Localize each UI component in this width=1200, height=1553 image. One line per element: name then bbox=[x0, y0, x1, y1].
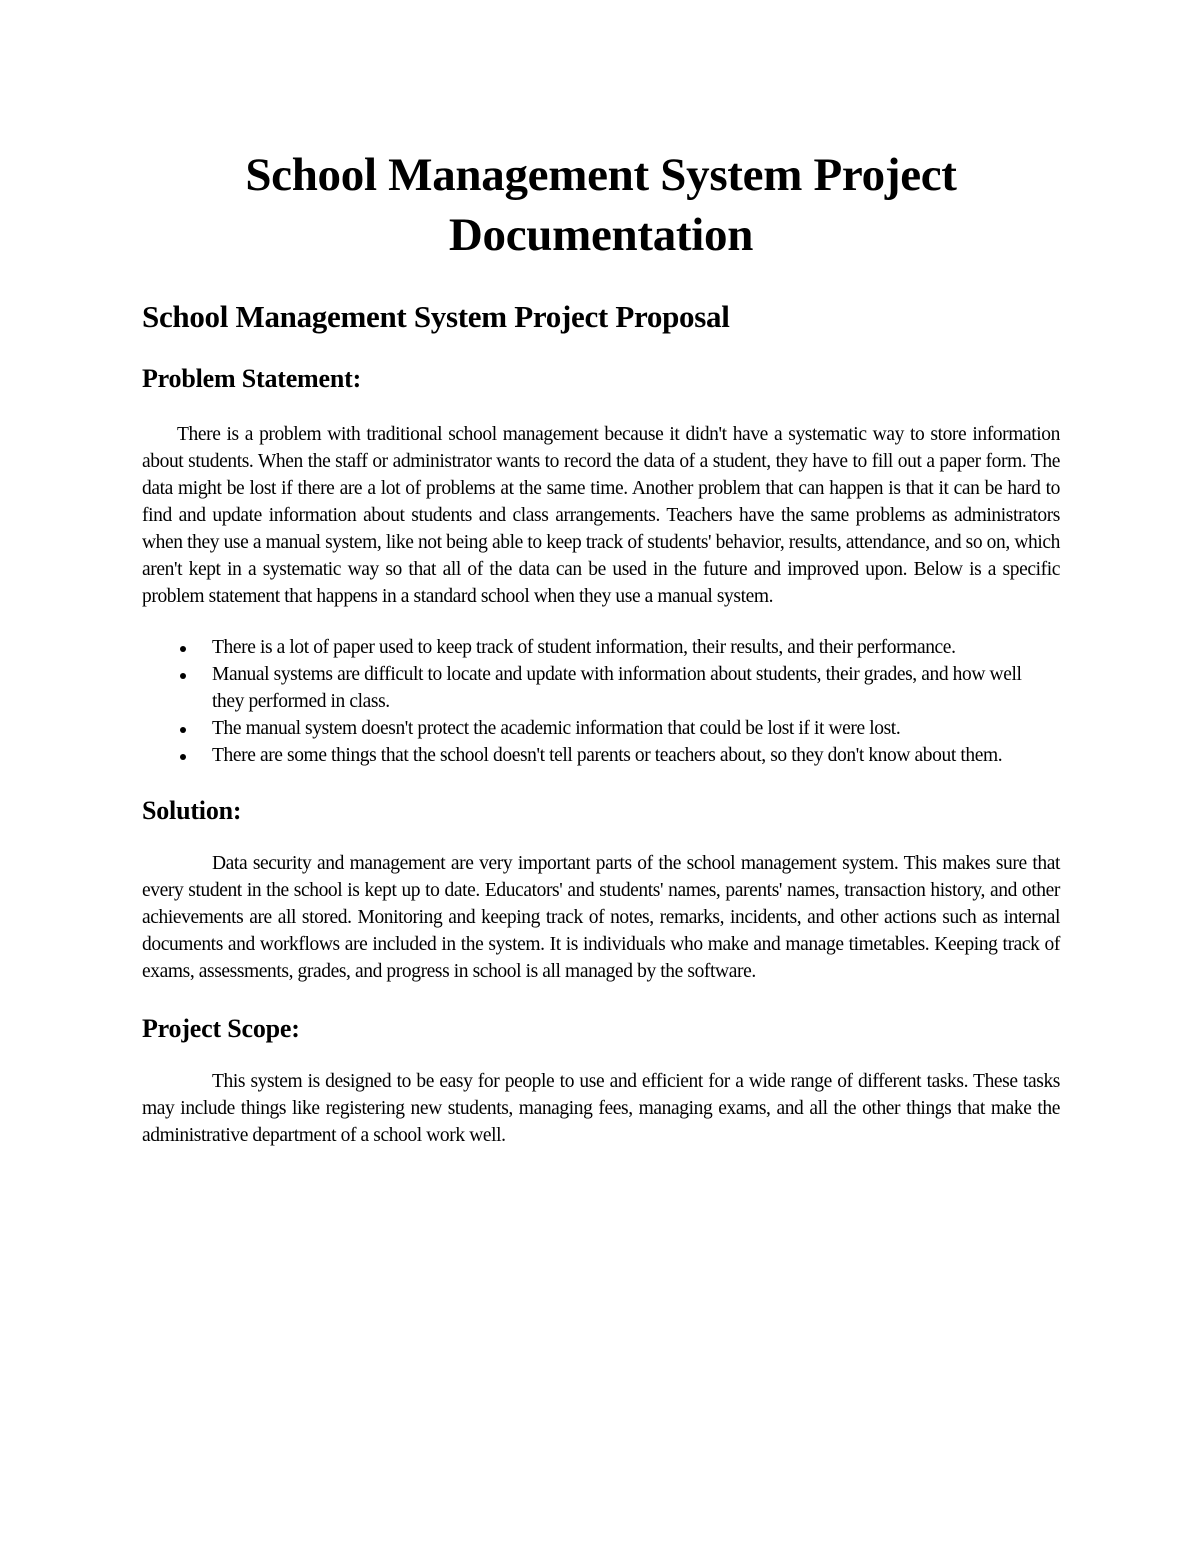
project-scope-heading: Project Scope: bbox=[142, 1014, 300, 1043]
list-item bbox=[142, 742, 1060, 769]
list-item bbox=[142, 715, 1060, 742]
bullet-icon bbox=[180, 646, 186, 652]
list-item-text: The manual system doesn't protect the academic information that could be lost if it were lost. bbox=[212, 718, 901, 739]
proposal-title: School Management System Project Proposal bbox=[142, 299, 730, 334]
list-item-text: There is a lot of paper used to keep track of student information, their results, and their performance. bbox=[212, 637, 956, 658]
bullet-icon bbox=[180, 673, 186, 679]
list-item-text: There are some things that the school doesn't tell parents or teachers about, so they don't know about them. bbox=[212, 745, 1003, 766]
problem-bullet-list bbox=[142, 634, 1060, 769]
document-title: School Management System Project Documentation bbox=[245, 149, 957, 261]
solution-paragraph: Data security and management are very important parts of the school management system. This makes sure that every student in the school is kept up to date. Educators' and students' names, parents' names, transaction history, and other achievements are all stored. Monitoring and keeping track of notes, remarks, incidents, and other actions such as internal documents and workflows are included in the system. It is individuals who make and manage timetables. Keeping track of exams, assessments, grades, and progress in school is all managed by the software. bbox=[142, 853, 1060, 982]
bullet-icon bbox=[180, 727, 186, 733]
list-item bbox=[142, 661, 1060, 715]
bullet-icon bbox=[180, 754, 186, 760]
solution-heading: Solution: bbox=[142, 796, 242, 825]
list-item bbox=[142, 634, 1060, 661]
problem-statement-paragraph: There is a problem with traditional school management because it didn't have a systematic way to store information about students. When the staff or administrator wants to record the data of a student, they have to fill out a paper form. The data might be lost if there are a lot of problems at the same time. Another problem that can happen is that it can be hard to find and update information about students and class arrangements. Teachers have the same problems as administrators when they use a manual system, like not being able to keep track of students' behavior, results, attendance, and so on, which aren't kept in a systematic way so that all of the data can be used in the future and improved upon. Below is a specific problem statement that happens in a standard school when they use a manual system. bbox=[142, 424, 1060, 607]
problem-statement-heading: Problem Statement: bbox=[142, 364, 362, 393]
list-item-text: Manual systems are difficult to locate and update with information about students, their grades, and how well they performed in class. bbox=[212, 664, 1022, 712]
project-scope-paragraph: This system is designed to be easy for people to use and efficient for a wide range of different tasks. These tasks may include things like registering new students, managing fees, managing exams, and all the other things that make the administrative department of a school work well. bbox=[142, 1071, 1060, 1146]
